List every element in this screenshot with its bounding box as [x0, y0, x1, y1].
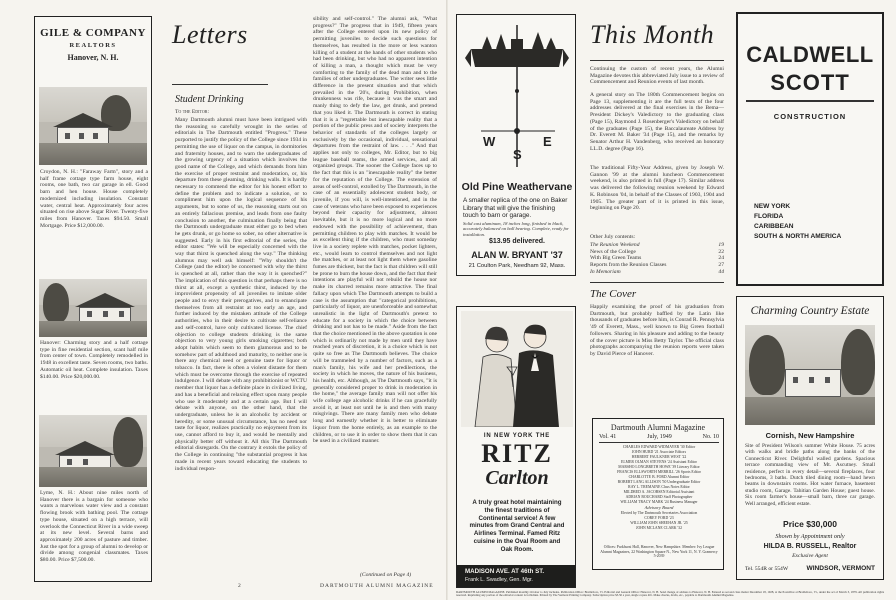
- staff-line: JOHN HURD '21 Associate Editors: [631, 450, 687, 454]
- toc-intro: Other July contents:: [590, 234, 636, 240]
- lyme-listing: Lyme, N. H.: About nine miles north of Hanover there is a bargain for someone who wants a marvelous water view and a constant flowing brook with bathing pool. The cottage type house, situated on a high terrace, will overlook the Connecticut River in a wide sweep at its new level. Several barns and approximately 200 acres of pasture and timber. Just the spot for a group of alumni to develop or divide among congenial classmates. Taxes $80.00. Price $7,500.00.: [40, 490, 148, 564]
- region-item: NEW YORK: [754, 203, 791, 210]
- lyme-house-photo: [39, 415, 147, 487]
- regions-list: [754, 202, 874, 242]
- ritz-address: MADISON AVE. AT 46th ST.: [465, 568, 545, 575]
- toc-item[interactable]: In Memoriam 44: [590, 268, 724, 275]
- staff-line: CHARLOTTE B. FORD Alumni Editor: [628, 475, 690, 479]
- masthead-number: No. 10: [702, 434, 719, 440]
- staff-line: WILLIAM TRACY MARK '24 Business Manager: [620, 500, 698, 504]
- letters-rule: [172, 84, 268, 85]
- staff-line: Elected by The Dartmouth Secretaries Association: [620, 511, 698, 515]
- caldwell-scott-ad: [736, 12, 884, 286]
- staff-line: MILDRED A. JACOBSEN Editorial Assistant: [623, 490, 695, 494]
- estate-realtor: HILDA B. RUSSELL, Realtor: [763, 543, 857, 550]
- gile-company-tagline: REALTORS: [69, 42, 117, 49]
- weathervane-headline: Old Pine Weathervane: [461, 181, 573, 193]
- staff-line: HERBERT FAULKNER WEST '22: [631, 455, 687, 459]
- masthead-offices: Offices: Parkhurst Hall, Hanover, New Hampshire. Member: Ivy League Alumni Magazines, 22 Washington Square N., New York 11, N. Y. Gramercy 5-2039: [600, 545, 718, 559]
- staff-line: FRANCIS ELLSWORTH MERRILL '26 Sports Editor: [617, 470, 701, 474]
- gile-company-ad: [34, 16, 152, 582]
- this-month-paragraph-2: A general story on The 180th Commencement begins on Page 13, supplementing it are the full texts of the four addresses delivered at the final exercises in the Bema—President Dickey's Valedictory to the graduating class (Page 15), Raymond J. Rosenberger's Valedictory on behalf of the graduates (Page 15), the Baccalaureate Address by Dr. Everett M. Baker '34 (Page 15), and the remarks by Senator Arthur H. Vandenberg, who received an honorary LL.D. degree (Page 16).: [590, 92, 724, 152]
- gile-company-name: GILE & COMPANY: [40, 27, 146, 39]
- estate-photo: [745, 325, 875, 425]
- weathervane-price: $13.95 delivered.: [488, 238, 546, 245]
- estate-town: WINDSOR, VERMONT: [806, 565, 875, 572]
- region-item: CARIBBEAN: [754, 223, 794, 230]
- couple-illustration: [461, 311, 573, 427]
- staff-line: RAY L. TREMAINE Class Notes Editor: [628, 485, 690, 489]
- publication-notice: DARTMOUTH ALUMNI MAGAZINE. Published monthly October to July includes. Publication Office: Brattleboro, Vt. Editorial and General Office: Hanover, N. H. Send change of address to Hanover, N. H. Entered as second class matter December 18, 1928, at the Postoffice at Brattleboro, Vt., under the act of March 3, 1879. All publication rights reserved. Reprinting any portion of the editorial content is forbidden. Printed by The Vermont Printing Company. Subscription price $3.50 a year, single copies 40c. Make checks, drafts, etc., payable to Dartmouth Alumni Magazine.: [456, 591, 884, 598]
- staff-line: Advisory Board: [644, 505, 674, 510]
- student-drinking-subhead: Student Drinking: [175, 94, 244, 105]
- hanover-listing: Hanover: Charming story and a half cottage type in fine residential section, scant half mile from center of town. Completely remodelled in 1948 in excellent taste. Seven rooms, two baths. Automatic oil heat. Complete insulation. Taxes $140.00. Price $20,000.00.: [40, 340, 148, 380]
- toc-item[interactable]: News of the College 22: [590, 248, 724, 255]
- staff-line: ELMER OLMAN STEVENS '24 Assistant Editor: [621, 460, 697, 464]
- weathervane-ad: [456, 14, 576, 276]
- staff-line: ROBERT LANG ALLISON '50 Undergraduate Editor: [617, 480, 701, 484]
- ritz-carlton-ad: [456, 306, 576, 588]
- hanover-cottage-photo: [39, 279, 147, 337]
- estate-description: Site of President Wilson's summer White House. 75 acres with walks and bridle paths along the banks of the Connecticut River. Delightful walled gardens. Spacious terrace commanding view of Mt. Ascutney. Small residence, perfect in every detail—several fireplaces, four bedrooms, 3 baths. Dutch tiled dining room—hand hewn beams in downstairs rooms. Hot water furnace, basement studio room, Garage. Tahitian Garden House; guest house. Six room farmer's house—small barn, three car garage. Well arranged, efficient estate.: [745, 443, 875, 507]
- weathervane-description: A smaller replica of the one on Baker Library that will give the finishing touch to barn or garage.: [463, 197, 568, 220]
- ritz-logo-ritz: RITZ: [481, 439, 553, 468]
- ritz-address-bar: [457, 565, 575, 587]
- ritz-logo-carlton: Carlton: [485, 467, 549, 489]
- estate-appointment: Shown by Appointment only: [775, 533, 845, 540]
- masthead: [592, 418, 724, 570]
- letter-column-1: Many Dartmouth alumni must have been intrigued with the reasoning so carefully wrought in the series of editorials in The Dartmouth entitled "Progress." These purported to justify the policy of the College since 1934 in permitting the use of liquor on the campus, in dormitories and fraternity houses, and to warn the undergraduates of the growing urgency of a situation which involves the good name of the College, and which demands from him the exercise of proper restraint and moderation, or, his departure from these gleaming, drinking walls. It is hardly necessary to commend the editor for his honest effort to define the problem and to indicate a solution, or to compliment him upon the logical sequence of his arguments, but to some of us, the reasoning starts out on an entirely fallacious premise, and leads from one faulty conclusion to another, the culmination finally being that the Dartmouth undergraduate must either go to bed when he gets drunk, or go home so sober, no other alternative is suggested. Early in his first editorial of the series, the editor states: "We will be especially concerned with the way that thirst is quenched along the way." The thinking alumnus may well ask himself: "Why shouldn't the College (and the editor) be concerned with why the thirst is quenched at all, rather than the way it is quenched?" The implication of this question is that perhaps there is no thirst at all, except a synthetic thirst, induced by the improvident propensity of all juveniles to imitate older people and to envy their prerogatives, and to emancipate themselves from all restraint at too early an age, and further induced by the mistaken attitude of the College authorities, who in their desire to cultivate self-reliance and self-control, have only cultivated license. The chief objection to college students drinking is the same objection to very young girls smoking cigarettes; both adopt habits which seem to them glamorous and to be somehow part of adulthood and maturity, to neither one is there any chemical need or genuine taste for liquor or tobacco. In fact, there is often a violent distaste for them which must be overcome through the exercise of repeated indulgence. I will debate with any prohibitionist or WCTU member that liquor has a definite place in civilized living, and has a beneficial and relaxing effect upon many people who use it moderately and at a certain age. But I will debate with anyone, on the other hand, that the undergraduate, unless he is an alcoholic by accident or heredity, or some unusual circumstance, has no need nor taste for liquor, realizes practically no enjoyment from its use, cannot afford to buy it, and would be mentally and physically better off without it. All this The Dartmouth editorial disregards. On the contrary it extols the policy of the College in continuing "the substantial progress it has made in recent years toward educating the students to individual respon-: [175, 117, 307, 472]
- caldwell-name: CALDWELL: [746, 42, 874, 67]
- estate-agent-note: Exclusive Agent: [792, 553, 828, 559]
- continued-note: (Continued on Page 4): [360, 572, 412, 578]
- toc-item[interactable]: Reports from the Reunion Classes 27: [590, 262, 724, 269]
- weathervane-address: 21 Coulton Park, Needham 92, Mass.: [468, 263, 566, 269]
- letter-salutation: To the Editor:: [175, 109, 209, 115]
- masthead-staff: [599, 445, 719, 531]
- staff-line: MARSHO LONGBRETH HOWE '39 Literary Editor: [618, 465, 700, 469]
- cover-heading: The Cover: [590, 288, 637, 300]
- letters-heading: Letters: [172, 20, 248, 49]
- staff-line: ADRIAN BOUCHARD Staff Photographer: [625, 495, 693, 499]
- cover-text: Happily examining the proof of his graduation from Dartmouth, but probably baffled by the Latin like thousands of graduates before him, is Conrad R. Pennsylvia '49 of Everett, Mass., well known to Big Green football followers. Sharing in his pleasure and adding to the beauty of the cover picture is Miss Betty Taylor. The official class photographs accompanying the reunion reports were taken by David Pierce of Hanover.: [590, 304, 724, 357]
- toc-item[interactable]: The Reunion Weekend 19: [590, 242, 724, 248]
- magazine-folio: DARTMOUTH ALUMNI MAGAZINE: [320, 583, 434, 589]
- farm-listing: Croydon, N. H.: "Faraway Farm", story and a half frame cottage type farm house, eight rooms, one bath, two car garage in ell. Good barn and hen house. House completely modernized including insulation. Constant water, central heat. Approximately four acres situated on rise above Sugar River. Twenty-five miles from Hanover. Taxes $94.50. Small Mortgage. Price $12,000.00.: [40, 169, 148, 229]
- this-month-heading: This Month: [590, 20, 715, 49]
- staff-line: COREY FORD '23: [644, 516, 674, 520]
- country-estate-ad: [736, 296, 884, 580]
- scott-name: SCOTT: [770, 70, 850, 95]
- ritz-kicker: IN NEW YORK THE: [483, 433, 551, 439]
- compass-letter-south: S: [513, 147, 522, 162]
- compass-letter-west: W: [483, 134, 496, 149]
- page-number: 2: [238, 583, 242, 589]
- farm-house-photo: [39, 87, 147, 165]
- estate-headline: Charming Country Estate: [750, 305, 870, 317]
- ritz-copy: A truly great hotel maintaining the finest traditions of Continental service! A few minutes from Grand Central and Airlines Terminal. Famed Ritz cuisine in the Oval Room and Oak Room.: [469, 499, 565, 553]
- construction-label: CONSTRUCTION: [773, 112, 847, 121]
- staff-line: WILLIAM JOHN SHEEHAN JR. '25: [630, 521, 688, 525]
- cover-rule: [590, 282, 724, 283]
- masthead-date: July, 1949: [647, 434, 672, 440]
- staff-line: JOHN MCLANE CLARK '32: [636, 526, 682, 530]
- estate-price: Price $30,000: [783, 519, 837, 529]
- toc-list: [590, 242, 724, 276]
- compass-letter-east: E: [543, 134, 552, 149]
- this-month-paragraph-3: The traditional Fifty-Year Address, given by Joseph W. Gannon '99 at the alumni luncheon Commencement weekend, is also printed in full (Page 17). Similar address was delivered the following reunion weekend by Edward K. Robinson '04, in behalf of the Classes of 1903, 1904 and 1905. The greater part of it is printed in this issue, beginning on Page 20.: [590, 165, 724, 212]
- staff-line: CHARLES EDWARD WIDMAYER '30 Editor: [622, 445, 696, 449]
- this-month-rule: [590, 60, 724, 61]
- letter-column-2: sibility and self-control." The alumni ask, "What progress?" The progress that in 1949, fifteen years after the College entered upon its new policy of permitting juveniles to decide such questions for themselves, has resulted in the more or less wanton killing of a student at the hands of other students who had been drinking, but who had no apparent intention of killing a man, a thought which must be very comforting to the family of the dead man and to the families of other undergraduates. The writer sees little difference in the present situation and that which prevailed in the '20's, during Prohibition, when drunkenness was rife, because it was the smart and manly thing to defy the law, get drunk, and pretend that you liked it. The Dartmouth is correct in stating that it is a "regrettable but inescapable reality that a portion of the public press and of society interprets the behavior of standards of the colleges largely or exclusively by the occasional, individual, sensational departures from the restraint of law. . . ." And that applies not only to colleges, Mr. Editor, but to big league baseball teams, the armed services, and all organized groups. The sooner the College faces up to the fact that this is an "inescapable reality" the better for the reputation of the College. The extension of areas of self-control, extolled by The Dartmouth, in the case of an essentially adolescent student body, or juvenile, if you will, is well-intentioned, and in the case of veterans who have been exposed to experiences beyond their capacity for adjustment, almost inevitable, but it is no more logical and no more endowed with the possibility of achievement, than permitting children to play with matches. It would be as excellent thing if the children, who must someday live in a society replete with matches, pocket lighters, etc., would learn to control themselves and not light the matches, or at least not light them where gasoline fumes are thickest, but the fact is that children will still be prone to burn the house down, and the fact that their intentions are playful will not rebuild the house nor make its charred remains more attractive. The final fallacy upon which The Dartmouth attempts to build a case is the assumption that "categorical prohibitions, particularly of liquor, are unenforceable and somewhat unrealistic in the light of Dartmouth's pretext to educate for a society in which the choice between drinking and not has to be made." Aside from the fact that the choice mentioned in the above quotation is one which is ordinarily not made by men until they have reached years of discretion, it is a choice which is not quite so free as The Dartmouth believes. The choice will be trammeled by a number of factors, such as a man's family, his wife and her predilections, the society in which he moves, the nature of his business, his health, etc. Although, as The Dartmouth says, "it is generally considered proper to drink in moderation in the home," the average family man will not offer his wife college age alcoholic drinks if he can gracefully avoid it, at least not until he is and then with many misgivings. There are many family men who debate long and earnestly whether it is better to eliminate liquor from the home entirely, as an example to the children, or to use it in order to show them that it can be used in a civilized manner.: [313, 16, 437, 445]
- region-item: SOUTH & NORTH AMERICA: [754, 233, 842, 240]
- estate-phone: Tel. 554R or 554W: [745, 566, 789, 572]
- masthead-title: Dartmouth Alumni Magazine: [610, 423, 706, 432]
- estate-location: Cornish, New Hampshire: [765, 431, 855, 440]
- region-item: FLORIDA: [754, 213, 784, 220]
- gile-company-location: Hanover, N. H.: [67, 53, 119, 62]
- toc-item[interactable]: With Big Green Teams 24: [590, 255, 724, 262]
- this-month-paragraph-1: Continuing the custom of recent years, the Alumni Magazine devotes this abbreviated July issue to a review of Commencement and Reunion events of last month.: [590, 66, 724, 86]
- ritz-manager: Frank L. Swadley, Gen. Mgr.: [465, 577, 533, 583]
- weathervane-details: Solid cast aluminum, 18 inches long, finished in black, accurately balanced on ball bearing. Complete, ready for installation.: [463, 221, 569, 237]
- weathervane-seller: ALAN W. BRYANT '37: [471, 250, 563, 260]
- right-page: [448, 0, 896, 600]
- masthead-volume: Vol. 41: [599, 434, 617, 440]
